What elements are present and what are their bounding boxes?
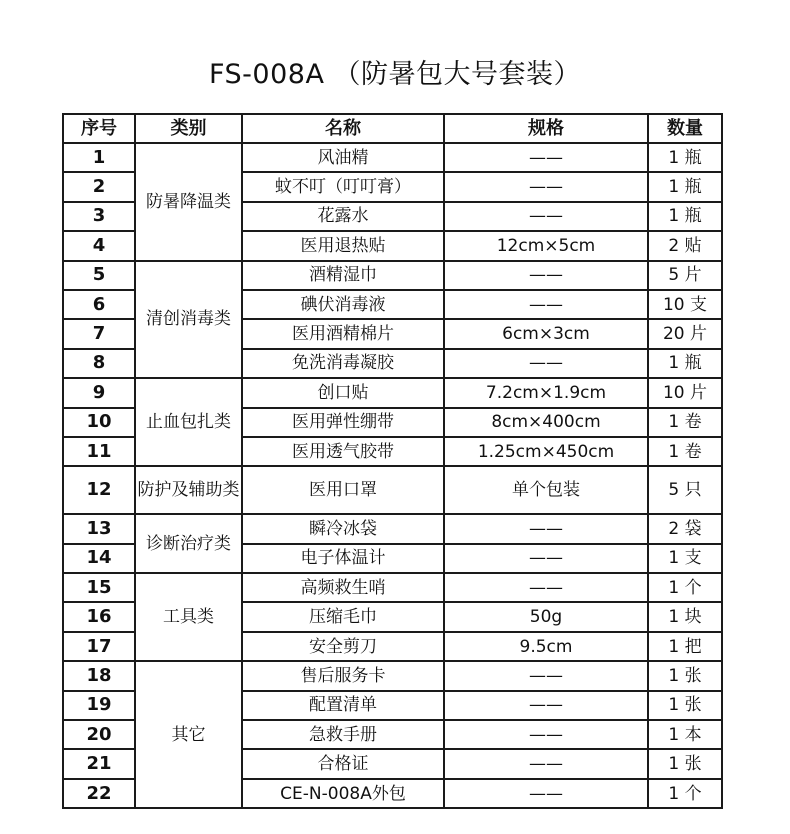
cell-spec: —— <box>444 749 648 778</box>
table-row <box>63 573 722 602</box>
table-row <box>63 514 722 543</box>
cell-qty: 1 张 <box>648 691 722 720</box>
cell-spec: 12cm×5cm <box>444 231 648 260</box>
cell-name: 急救手册 <box>242 720 444 749</box>
cell-qty: 5 片 <box>648 261 722 290</box>
table-row <box>63 661 722 690</box>
table-row <box>63 466 722 514</box>
table-row <box>63 143 722 172</box>
cell-no: 5 <box>63 261 135 290</box>
cell-no: 14 <box>63 544 135 573</box>
cell-qty: 1 瓶 <box>648 349 722 378</box>
cell-name: 蚊不叮（叮叮膏） <box>242 172 444 201</box>
cell-qty: 1 瓶 <box>648 202 722 231</box>
cell-no: 21 <box>63 749 135 778</box>
cell-spec: —— <box>444 720 648 749</box>
header-name: 名称 <box>242 114 444 143</box>
cell-spec: 6cm×3cm <box>444 319 648 348</box>
cell-spec: 单个包装 <box>444 466 648 514</box>
cell-qty: 20 片 <box>648 319 722 348</box>
cell-qty: 2 贴 <box>648 231 722 260</box>
cell-category: 止血包扎类 <box>135 378 242 466</box>
cell-qty: 10 支 <box>648 290 722 319</box>
cell-no: 13 <box>63 514 135 543</box>
cell-no: 10 <box>63 408 135 437</box>
cell-spec: —— <box>444 691 648 720</box>
cell-name: 花露水 <box>242 202 444 231</box>
cell-category: 清创消毒类 <box>135 261 242 379</box>
cell-no: 15 <box>63 573 135 602</box>
cell-name: 瞬冷冰袋 <box>242 514 444 543</box>
cell-no: 12 <box>63 466 135 514</box>
cell-spec: 7.2cm×1.9cm <box>444 378 648 407</box>
cell-no: 17 <box>63 632 135 661</box>
cell-qty: 1 本 <box>648 720 722 749</box>
cell-spec: —— <box>444 779 648 808</box>
cell-category: 防护及辅助类 <box>135 466 242 514</box>
cell-name: 医用酒精棉片 <box>242 319 444 348</box>
cell-category: 诊断治疗类 <box>135 514 242 573</box>
cell-spec: —— <box>444 202 648 231</box>
cell-name: 合格证 <box>242 749 444 778</box>
document-title: FS-008A （防暑包大号套装） <box>208 59 582 90</box>
cell-no: 9 <box>63 378 135 407</box>
cell-no: 4 <box>63 231 135 260</box>
cell-no: 1 <box>63 143 135 172</box>
header-spec: 规格 <box>444 114 648 143</box>
cell-spec: —— <box>444 573 648 602</box>
cell-qty: 1 张 <box>648 661 722 690</box>
cell-no: 19 <box>63 691 135 720</box>
table-header-row <box>63 114 722 143</box>
cell-no: 11 <box>63 437 135 466</box>
cell-name: 医用退热贴 <box>242 231 444 260</box>
cell-spec: —— <box>444 514 648 543</box>
cell-name: 压缩毛巾 <box>242 602 444 631</box>
cell-name: 碘伏消毒液 <box>242 290 444 319</box>
cell-spec: —— <box>444 661 648 690</box>
cell-name: 医用口罩 <box>242 466 444 514</box>
cell-no: 2 <box>63 172 135 201</box>
header-category: 类别 <box>135 114 242 143</box>
cell-no: 3 <box>63 202 135 231</box>
cell-qty: 5 只 <box>648 466 722 514</box>
cell-no: 8 <box>63 349 135 378</box>
cell-name: 创口贴 <box>242 378 444 407</box>
cell-name: 高频救生哨 <box>242 573 444 602</box>
cell-qty: 2 袋 <box>648 514 722 543</box>
cell-spec: —— <box>444 349 648 378</box>
cell-qty: 1 个 <box>648 779 722 808</box>
cell-qty: 1 个 <box>648 573 722 602</box>
cell-qty: 1 瓶 <box>648 143 722 172</box>
cell-name: CE-N-008A外包 <box>242 779 444 808</box>
cell-qty: 1 瓶 <box>648 172 722 201</box>
cell-qty: 1 支 <box>648 544 722 573</box>
cell-no: 16 <box>63 602 135 631</box>
cell-no: 22 <box>63 779 135 808</box>
cell-name: 医用透气胶带 <box>242 437 444 466</box>
cell-category: 防暑降温类 <box>135 143 242 261</box>
cell-qty: 1 块 <box>648 602 722 631</box>
table-row <box>63 261 722 290</box>
cell-qty: 1 把 <box>648 632 722 661</box>
kit-contents-table <box>62 113 723 809</box>
cell-spec: 8cm×400cm <box>444 408 648 437</box>
cell-qty: 1 卷 <box>648 408 722 437</box>
header-no: 序号 <box>63 114 135 143</box>
cell-no: 7 <box>63 319 135 348</box>
cell-name: 售后服务卡 <box>242 661 444 690</box>
cell-qty: 1 张 <box>648 749 722 778</box>
cell-spec: —— <box>444 544 648 573</box>
cell-name: 风油精 <box>242 143 444 172</box>
cell-name: 医用弹性绷带 <box>242 408 444 437</box>
header-qty: 数量 <box>648 114 722 143</box>
cell-name: 酒精湿巾 <box>242 261 444 290</box>
cell-spec: —— <box>444 261 648 290</box>
cell-no: 20 <box>63 720 135 749</box>
cell-name: 安全剪刀 <box>242 632 444 661</box>
cell-name: 配置清单 <box>242 691 444 720</box>
table-row <box>63 378 722 407</box>
cell-category: 工具类 <box>135 573 242 661</box>
cell-spec: 9.5cm <box>444 632 648 661</box>
cell-spec: —— <box>444 143 648 172</box>
cell-spec: 1.25cm×450cm <box>444 437 648 466</box>
cell-spec: —— <box>444 172 648 201</box>
cell-spec: 50g <box>444 602 648 631</box>
cell-qty: 10 片 <box>648 378 722 407</box>
table-body <box>63 143 722 808</box>
cell-category: 其它 <box>135 661 242 808</box>
cell-name: 电子体温计 <box>242 544 444 573</box>
cell-no: 18 <box>63 661 135 690</box>
cell-no: 6 <box>63 290 135 319</box>
cell-spec: —— <box>444 290 648 319</box>
cell-qty: 1 卷 <box>648 437 722 466</box>
cell-name: 免洗消毒凝胶 <box>242 349 444 378</box>
